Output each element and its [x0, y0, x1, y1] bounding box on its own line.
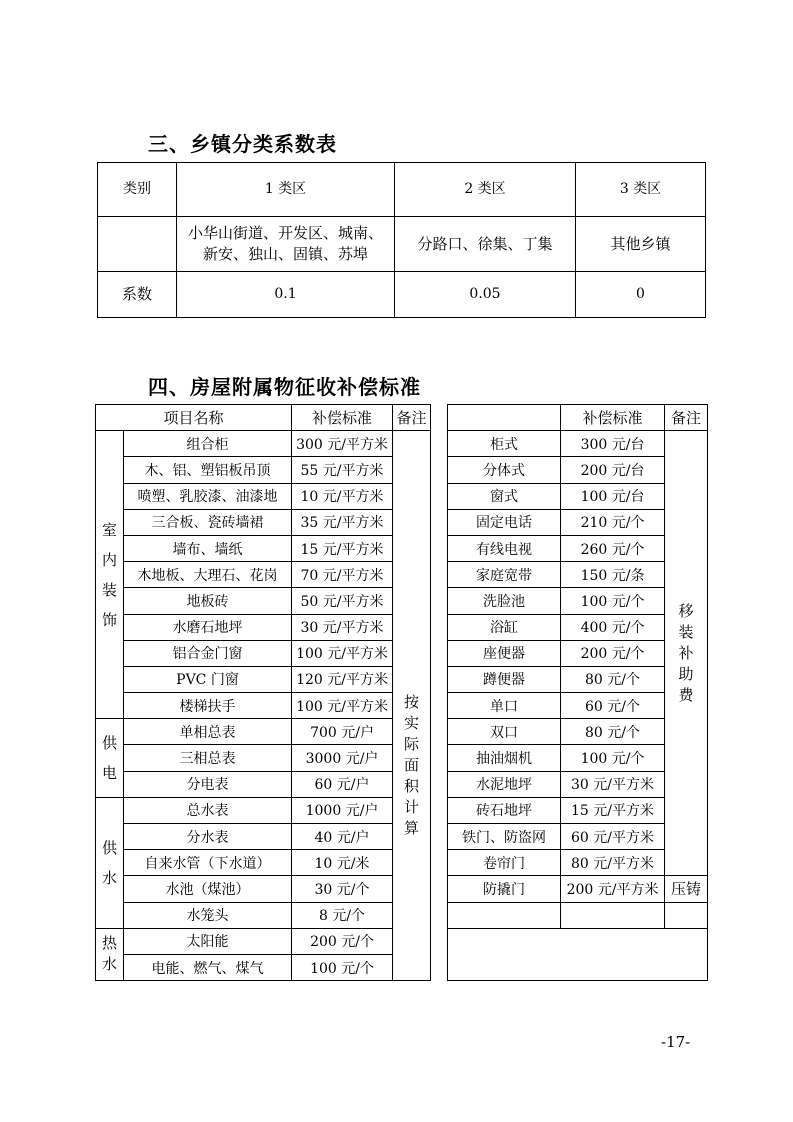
item-name: 楼梯扶手 — [124, 693, 292, 719]
township-coefficient-table — [97, 162, 706, 318]
table-row — [98, 272, 706, 318]
item-standard: 70 元/平方米 — [292, 562, 393, 588]
area-cell: 分路口、徐集、丁集 — [395, 217, 576, 272]
item-name: 木、铝、塑铝板吊顶 — [124, 457, 292, 483]
item-name: 电能、燃气、煤气 — [124, 954, 292, 980]
header-cell: 1 类区 — [177, 163, 395, 217]
item-name: 太阳能 — [124, 928, 292, 954]
header-name: 项目名称 — [96, 405, 292, 431]
item-standard: 60 元/户 — [292, 771, 393, 797]
empty-cell — [448, 928, 708, 980]
item-name: 三相总表 — [124, 745, 292, 771]
table-row — [96, 431, 708, 457]
item-name: PVC 门窗 — [124, 666, 292, 692]
group-label-power — [96, 719, 124, 798]
table-row — [98, 217, 706, 272]
item-standard-right: 100 元/个 — [561, 588, 665, 614]
empty-cell — [561, 902, 665, 928]
item-standard: 10 元/平方米 — [292, 483, 393, 509]
coef-cell: 0 — [576, 272, 706, 318]
header-note-right: 备注 — [665, 405, 708, 431]
group-label-heat-text: 热水 — [102, 934, 118, 974]
group-label-heat — [96, 928, 124, 980]
empty-cell — [448, 902, 561, 928]
item-name-right: 有线电视 — [448, 535, 561, 561]
item-name: 自来水管（下水道） — [124, 850, 292, 876]
item-standard-right: 60 元/平方米 — [561, 824, 665, 850]
item-name: 分电表 — [124, 771, 292, 797]
table-cell — [98, 217, 177, 272]
section3-title: 三、乡镇分类系数表 — [148, 132, 337, 156]
item-standard-right: 80 元/个 — [561, 719, 665, 745]
right-note — [665, 431, 708, 876]
item-standard: 50 元/平方米 — [292, 588, 393, 614]
item-name: 木地板、大理石、花岗 — [124, 562, 292, 588]
page-number: -17- — [661, 1033, 691, 1051]
item-standard-right: 210 元/个 — [561, 509, 665, 535]
area-cell: 小华山街道、开发区、城南、新安、独山、固镇、苏埠 — [177, 217, 395, 272]
item-standard: 1000 元/户 — [292, 797, 393, 823]
item-name-right: 浴缸 — [448, 614, 561, 640]
item-name: 组合柜 — [124, 431, 292, 457]
item-name-right: 砖石地坪 — [448, 797, 561, 823]
header-cell: 3 类区 — [576, 163, 706, 217]
item-name-right: 洗脸池 — [448, 588, 561, 614]
group-label-water-text: 供水 — [102, 838, 118, 887]
item-standard: 35 元/平方米 — [292, 509, 393, 535]
item-name-right: 蹲便器 — [448, 666, 561, 692]
item-standard: 300 元/平方米 — [292, 431, 393, 457]
right-note-2: 压铸 — [665, 876, 708, 902]
item-name-right: 窗式 — [448, 483, 561, 509]
coef-label: 系数 — [98, 272, 177, 318]
item-name: 分水表 — [124, 824, 292, 850]
item-name-right: 固定电话 — [448, 509, 561, 535]
item-name-right: 抽油烟机 — [448, 745, 561, 771]
item-name: 三合板、瓷砖墙裙 — [124, 509, 292, 535]
item-standard-right: 200 元/台 — [561, 457, 665, 483]
item-standard-right: 100 元/个 — [561, 745, 665, 771]
item-standard-right: 100 元/台 — [561, 483, 665, 509]
item-standard-right: 80 元/个 — [561, 666, 665, 692]
table-row — [96, 405, 708, 431]
item-standard: 30 元/平方米 — [292, 614, 393, 640]
header-std-right: 补偿标准 — [561, 405, 665, 431]
item-standard: 30 元/个 — [292, 876, 393, 902]
item-standard-right: 400 元/个 — [561, 614, 665, 640]
header-cell: 2 类区 — [395, 163, 576, 217]
left-note-text: 按实际面积计算 — [404, 693, 420, 838]
area-cell: 其他乡镇 — [576, 217, 706, 272]
item-standard: 200 元/个 — [292, 928, 393, 954]
left-note — [393, 431, 431, 981]
item-standard: 700 元/户 — [292, 719, 393, 745]
item-name: 铝合金门窗 — [124, 640, 292, 666]
right-note-text: 移装补助费 — [678, 601, 694, 704]
item-standard: 100 元/平方米 — [292, 693, 393, 719]
empty-cell — [665, 902, 708, 928]
header-name-right — [448, 405, 561, 431]
item-name: 墙布、墙纸 — [124, 535, 292, 561]
header-cell: 类别 — [98, 163, 177, 217]
item-standard-right: 200 元/平方米 — [561, 876, 665, 902]
item-name: 喷塑、乳胶漆、油漆地 — [124, 483, 292, 509]
group-label-indoor-text: 室内装饰 — [102, 520, 118, 629]
item-standard: 8 元/个 — [292, 902, 393, 928]
coef-cell: 0.1 — [177, 272, 395, 318]
item-name-right: 水泥地坪 — [448, 771, 561, 797]
item-standard: 55 元/平方米 — [292, 457, 393, 483]
item-name: 水池（煤池） — [124, 876, 292, 902]
table-row — [98, 163, 706, 217]
item-name-right: 分体式 — [448, 457, 561, 483]
item-name: 水磨石地坪 — [124, 614, 292, 640]
section4-title: 四、房屋附属物征收补偿标准 — [148, 375, 421, 399]
item-standard: 100 元/平方米 — [292, 640, 393, 666]
header-std: 补偿标准 — [292, 405, 393, 431]
coef-cell: 0.05 — [395, 272, 576, 318]
item-name: 地板砖 — [124, 588, 292, 614]
item-standard: 10 元/米 — [292, 850, 393, 876]
item-standard: 100 元/个 — [292, 954, 393, 980]
item-standard: 15 元/平方米 — [292, 535, 393, 561]
item-standard-right: 300 元/台 — [561, 431, 665, 457]
compensation-standard-table — [95, 404, 708, 981]
item-standard-right: 30 元/平方米 — [561, 771, 665, 797]
group-label-water — [96, 797, 124, 928]
item-standard-right: 200 元/个 — [561, 640, 665, 666]
group-label-power-text: 供电 — [102, 734, 118, 783]
item-standard: 3000 元/户 — [292, 745, 393, 771]
item-standard-right: 150 元/条 — [561, 562, 665, 588]
item-standard: 40 元/户 — [292, 824, 393, 850]
item-name: 水笼头 — [124, 902, 292, 928]
item-standard: 120 元/平方米 — [292, 666, 393, 692]
item-standard-right: 60 元/个 — [561, 693, 665, 719]
item-name-right: 座便器 — [448, 640, 561, 666]
gap-cell — [431, 431, 448, 981]
item-name-right: 家庭宽带 — [448, 562, 561, 588]
item-name-right: 单口 — [448, 693, 561, 719]
item-name-right: 柜式 — [448, 431, 561, 457]
item-standard-right: 260 元/个 — [561, 535, 665, 561]
item-standard-right: 15 元/平方米 — [561, 797, 665, 823]
item-name: 总水表 — [124, 797, 292, 823]
item-name-right: 卷帘门 — [448, 850, 561, 876]
header-note: 备注 — [393, 405, 431, 431]
item-name: 单相总表 — [124, 719, 292, 745]
item-name-right: 铁门、防盗网 — [448, 824, 561, 850]
group-label-indoor — [96, 431, 124, 719]
gap-cell — [431, 405, 448, 431]
item-name-right: 防撬门 — [448, 876, 561, 902]
item-standard-right: 80 元/平方米 — [561, 850, 665, 876]
item-name-right: 双口 — [448, 719, 561, 745]
